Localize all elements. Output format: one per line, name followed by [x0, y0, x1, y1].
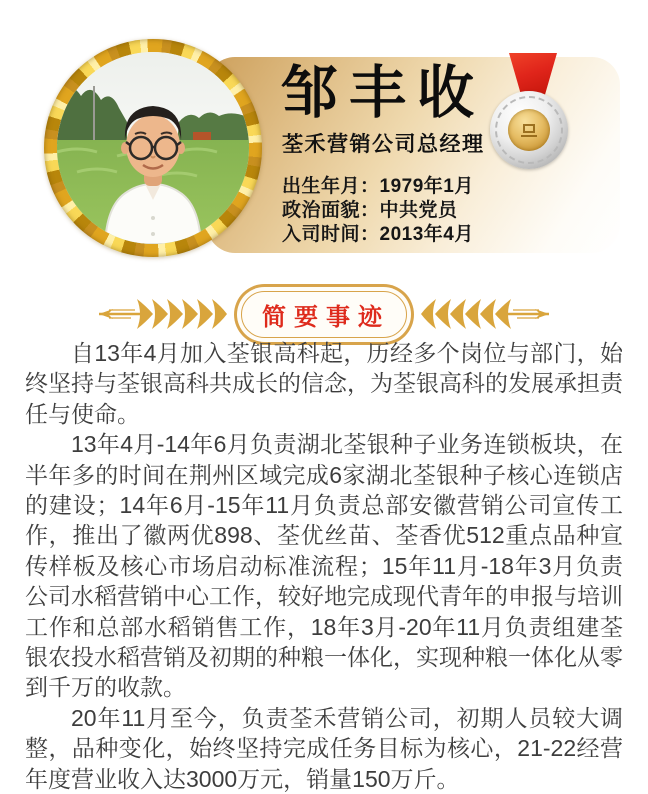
profile-photo — [57, 52, 249, 244]
section-title-badge — [241, 291, 407, 338]
biography-paragraph: 20年11月至今，负责荃禾营销公司，初期人员较大调整，品种变化，始终坚持完成任务目标为核心，21-22经营年度营业收入达3000万元，销量150万斤。 — [25, 704, 623, 792]
profile-info-list — [282, 175, 474, 247]
wheat-ornament-right-icon — [421, 297, 551, 331]
biography-section — [25, 338, 623, 794]
portrait-illustration — [57, 52, 249, 244]
info-line-birth: 出生年月：1979年1月 — [282, 176, 474, 197]
wheat-ornament-left-icon — [97, 297, 227, 331]
info-line-join-date: 入司时间：2013年4月 — [282, 224, 474, 245]
award-medal-icon — [486, 53, 572, 171]
medal-face — [490, 91, 568, 169]
biography-paragraph: 13年4月-14年6月负责湖北荃银种子业务连锁板块，在半年多的时间在荆州区域完成6家湖北荃银种子核心连锁店的建设；14年6月-15年11月负责总部安徽营销公司宣传工作，推出了徽两优898、荃优丝苗、荃香优512重点品种宣传样板及核心市场启动标准流程；15年11月-18年3月负责公司水稻营销中心工作，较好地完成现代青年的申报与培训工作和总部水稻销售工作，18年3月-20年11月负责组建荃银农投水稻营销及初期的种粮一体化，实现种粮一体化从零到千万的收款。 — [25, 431, 623, 701]
info-line-political-status: 政治面貌：中共党员 — [282, 200, 458, 221]
section-title: 简要事迹 — [262, 303, 390, 331]
job-title: 荃禾营销公司总经理 — [282, 133, 485, 156]
person-name: 邹丰收 — [281, 59, 485, 126]
biography-paragraph: 自13年4月加入荃银高科起，历经多个岗位与部门，始终坚持与荃银高科共成长的信念，为荃银高科的发展承担责任与使命。 — [25, 340, 623, 427]
photo-gold-ring — [44, 39, 262, 257]
section-header — [0, 290, 648, 338]
medal-ornate-rim — [495, 96, 563, 164]
